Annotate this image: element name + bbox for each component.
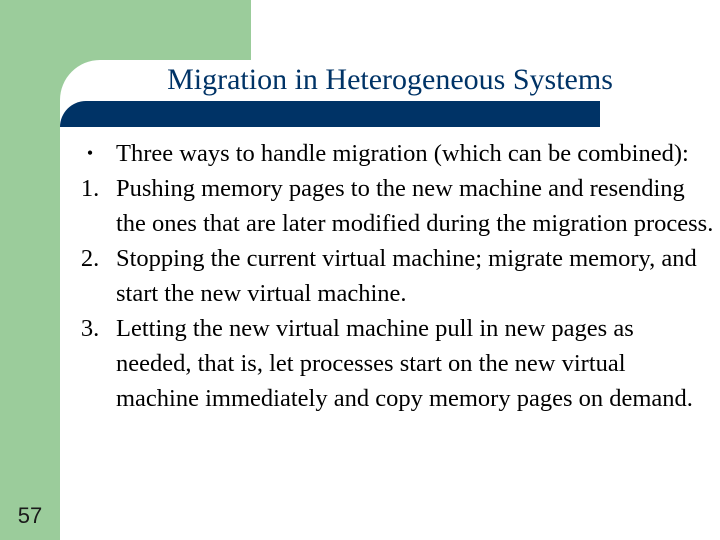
bullet-marker: • — [86, 143, 94, 163]
list-item-text: Stopping the current virtual machine; migrate memory, and start the new virtual machine. — [116, 245, 697, 307]
slide-title: Migration in Heterogeneous Systems — [167, 63, 613, 96]
decorative-green-sidebar — [0, 0, 60, 540]
list-item — [64, 311, 714, 416]
list-item-text: Letting the new virtual machine pull in new pages as needed, that is, let processes start on the new virtual machine immediately and copy memory pages on demand. — [116, 315, 693, 412]
list-item — [64, 136, 714, 171]
list-number: 1. — [80, 175, 100, 202]
list-item — [64, 241, 714, 311]
list-number: 2. — [80, 245, 100, 272]
slide-body — [64, 136, 714, 416]
list-item-text: Pushing memory pages to the new machine and resending the ones that are later modified during the migration process. — [116, 175, 714, 237]
title-underline-bar — [60, 101, 600, 127]
slide-number: 57 — [17, 503, 43, 528]
list-item-text: Three ways to handle migration (which can be combined): — [116, 140, 689, 167]
list-item — [64, 171, 714, 241]
list-number: 3. — [80, 315, 100, 342]
